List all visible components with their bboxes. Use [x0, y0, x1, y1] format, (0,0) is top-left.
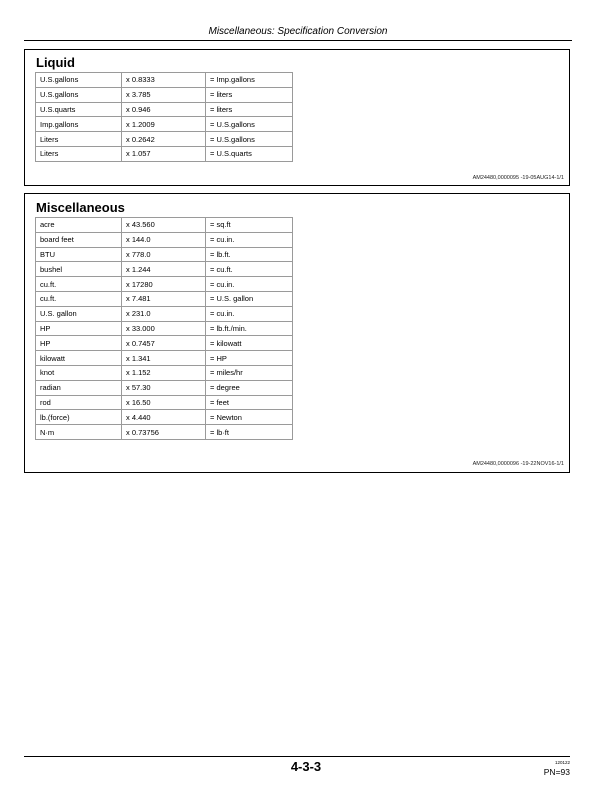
to-unit-cell: = cu.ft.: [206, 262, 293, 277]
to-unit-cell: = U.S. gallon: [206, 291, 293, 306]
from-unit-cell: U.S.gallons: [36, 87, 122, 102]
to-unit-cell: = U.S.gallons: [206, 117, 293, 132]
to-unit-cell: = lb.ft.: [206, 247, 293, 262]
factor-cell: x 1.152: [122, 365, 206, 380]
miscellaneous-section-title: Miscellaneous: [36, 200, 125, 215]
liquid-reference-code: AM24480,0000095 -19-05AUG14-1/1: [472, 175, 564, 181]
to-unit-cell: = sq.ft: [206, 218, 293, 233]
from-unit-cell: U.S.quarts: [36, 102, 122, 117]
table-row: [36, 365, 293, 380]
from-unit-cell: HP: [36, 336, 122, 351]
to-unit-cell: = cu.in.: [206, 277, 293, 292]
footer-divider: [24, 756, 570, 757]
table-row: [36, 262, 293, 277]
factor-cell: x 43.560: [122, 218, 206, 233]
footer-date-code: 120122: [554, 760, 570, 765]
to-unit-cell: = kilowatt: [206, 336, 293, 351]
factor-cell: x 16.50: [122, 395, 206, 410]
table-row: [36, 380, 293, 395]
to-unit-cell: = Newton: [206, 410, 293, 425]
table-row: [36, 87, 293, 102]
to-unit-cell: = cu.in.: [206, 232, 293, 247]
from-unit-cell: kilowatt: [36, 351, 122, 366]
from-unit-cell: rod: [36, 395, 122, 410]
header-divider: [24, 40, 572, 41]
table-row: [36, 306, 293, 321]
liquid-section-title: Liquid: [36, 55, 75, 70]
table-row: [36, 351, 293, 366]
from-unit-cell: Liters: [36, 132, 122, 147]
from-unit-cell: lb.(force): [36, 410, 122, 425]
running-header: Miscellaneous: Specification Conversion: [208, 26, 388, 37]
factor-cell: x 7.481: [122, 291, 206, 306]
miscellaneous-reference-code: AM24480,0000096 -19-22NOV16-1/1: [472, 461, 564, 467]
table-row: [36, 425, 293, 440]
footer-pn: PN=93: [543, 767, 570, 777]
from-unit-cell: board feet: [36, 232, 122, 247]
from-unit-cell: acre: [36, 218, 122, 233]
table-row: [36, 247, 293, 262]
factor-cell: x 0.946: [122, 102, 206, 117]
to-unit-cell: = lb·ft: [206, 425, 293, 440]
miscellaneous-section: [24, 193, 570, 473]
from-unit-cell: Liters: [36, 146, 122, 161]
liquid-section: [24, 49, 570, 186]
to-unit-cell: = liters: [206, 87, 293, 102]
factor-cell: x 17280: [122, 277, 206, 292]
miscellaneous-conversion-table: [35, 217, 293, 440]
factor-cell: x 1.244: [122, 262, 206, 277]
table-row: [36, 218, 293, 233]
table-row: [36, 132, 293, 147]
from-unit-cell: knot: [36, 365, 122, 380]
from-unit-cell: cu.ft.: [36, 291, 122, 306]
to-unit-cell: = U.S.gallons: [206, 132, 293, 147]
table-row: [36, 321, 293, 336]
to-unit-cell: = U.S.quarts: [206, 146, 293, 161]
factor-cell: x 57.30: [122, 380, 206, 395]
to-unit-cell: = Imp.gallons: [206, 73, 293, 88]
table-row: [36, 291, 293, 306]
factor-cell: x 33.000: [122, 321, 206, 336]
from-unit-cell: radian: [36, 380, 122, 395]
factor-cell: x 1.341: [122, 351, 206, 366]
table-row: [36, 146, 293, 161]
table-row: [36, 117, 293, 132]
factor-cell: x 1.2009: [122, 117, 206, 132]
table-row: [36, 102, 293, 117]
from-unit-cell: U.S. gallon: [36, 306, 122, 321]
from-unit-cell: U.S.gallons: [36, 73, 122, 88]
factor-cell: x 144.0: [122, 232, 206, 247]
table-row: [36, 410, 293, 425]
to-unit-cell: = lb.ft./min.: [206, 321, 293, 336]
to-unit-cell: = cu.in.: [206, 306, 293, 321]
from-unit-cell: BTU: [36, 247, 122, 262]
factor-cell: x 0.73756: [122, 425, 206, 440]
to-unit-cell: = miles/hr: [206, 365, 293, 380]
factor-cell: x 778.0: [122, 247, 206, 262]
from-unit-cell: HP: [36, 321, 122, 336]
table-row: [36, 73, 293, 88]
factor-cell: x 1.057: [122, 146, 206, 161]
table-row: [36, 395, 293, 410]
table-row: [36, 232, 293, 247]
from-unit-cell: Imp.gallons: [36, 117, 122, 132]
to-unit-cell: = feet: [206, 395, 293, 410]
from-unit-cell: cu.ft.: [36, 277, 122, 292]
factor-cell: x 0.7457: [122, 336, 206, 351]
factor-cell: x 0.8333: [122, 73, 206, 88]
from-unit-cell: N·m: [36, 425, 122, 440]
to-unit-cell: = degree: [206, 380, 293, 395]
factor-cell: x 231.0: [122, 306, 206, 321]
factor-cell: x 0.2642: [122, 132, 206, 147]
liquid-conversion-table: [35, 72, 293, 162]
factor-cell: x 3.785: [122, 87, 206, 102]
from-unit-cell: bushel: [36, 262, 122, 277]
page-number: 4-3-3: [290, 759, 322, 774]
table-row: [36, 277, 293, 292]
to-unit-cell: = HP: [206, 351, 293, 366]
to-unit-cell: = liters: [206, 102, 293, 117]
factor-cell: x 4.440: [122, 410, 206, 425]
table-row: [36, 336, 293, 351]
